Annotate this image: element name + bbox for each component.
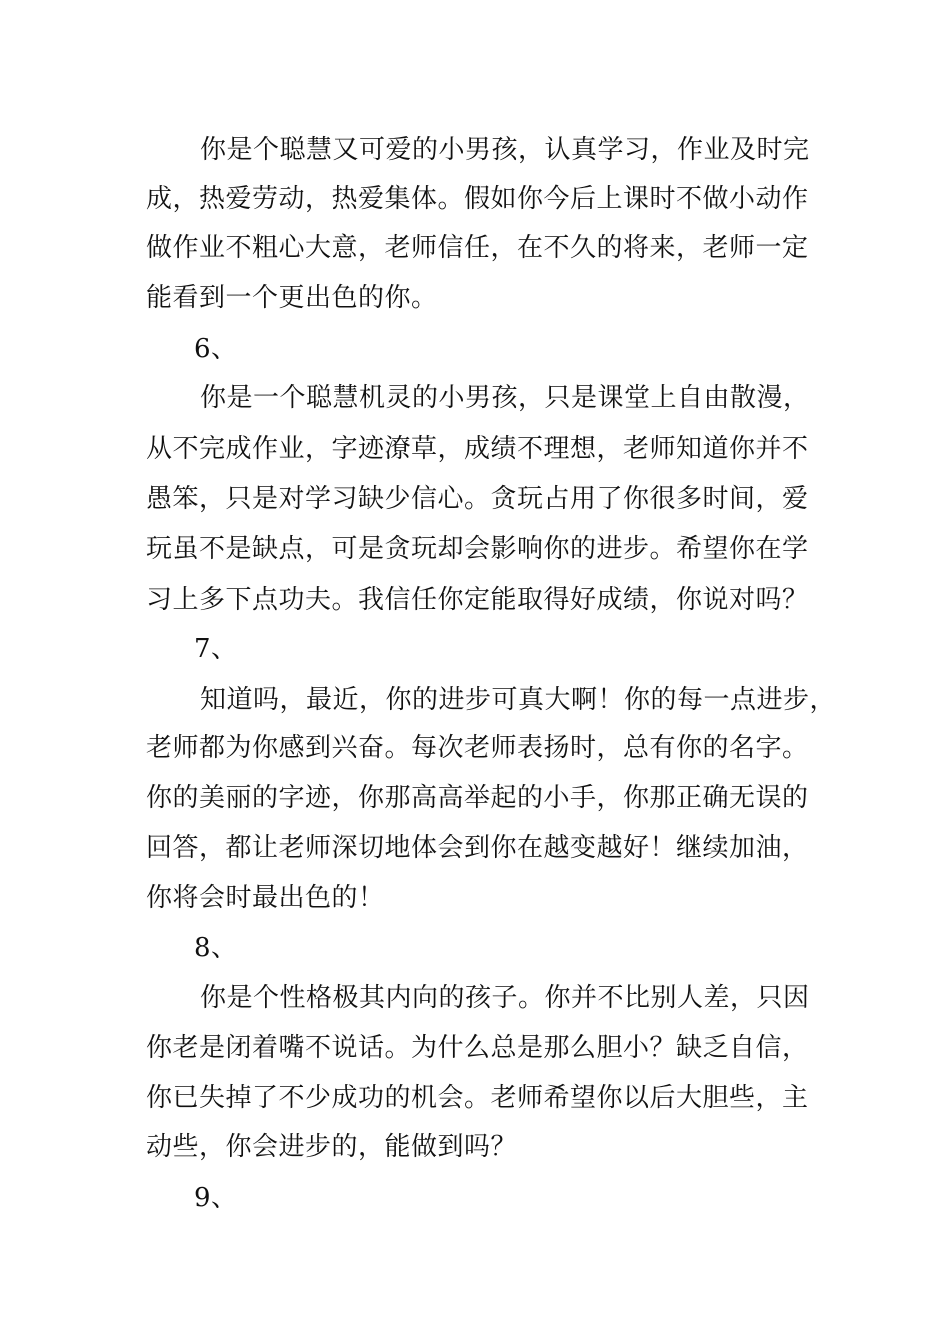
text-line: 你是个性格极其内向的孩子。你并不比别人差，只因 bbox=[200, 983, 810, 1013]
text-line: 动些，你会进步的，能做到吗？ bbox=[146, 1132, 518, 1162]
text-line: 你的美丽的字迹，你那高高举起的小手，你那正确无误的 bbox=[146, 783, 809, 813]
text-line: 老师都为你感到兴奋。每次老师表扬时，总有你的名字。 bbox=[146, 733, 809, 763]
text-line: 知道吗，最近，你的进步可真大啊！你的每一点进步， bbox=[200, 685, 837, 715]
section-number: 8、 bbox=[194, 933, 238, 963]
text-line: 你已失掉了不少成功的机会。老师希望你以后大胆些，主 bbox=[146, 1083, 809, 1113]
section-number: 7、 bbox=[194, 634, 238, 664]
text-line: 你是一个聪慧机灵的小男孩，只是课堂上自由散漫， bbox=[200, 383, 810, 413]
text-line: 你老是闭着嘴不说话。为什么总是那么胆小？缺乏自信， bbox=[146, 1033, 809, 1063]
text-line: 从不完成作业，字迹潦草，成绩不理想，老师知道你并不 bbox=[146, 434, 809, 464]
section-number: 9、 bbox=[194, 1183, 238, 1213]
text-line: 回答，都让老师深切地体会到你在越变越好！继续加油， bbox=[146, 833, 809, 863]
text-line: 习上多下点功夫。我信任你定能取得好成绩，你说对吗？ bbox=[146, 585, 809, 615]
text-line: 做作业不粗心大意，老师信任，在不久的将来，老师一定 bbox=[146, 233, 809, 263]
section-number: 6、 bbox=[194, 334, 238, 364]
text-line: 愚笨，只是对学习缺少信心。贪玩占用了你很多时间，爱 bbox=[146, 484, 809, 514]
text-line: 玩虽不是缺点，可是贪玩却会影响你的进步。希望你在学 bbox=[146, 534, 809, 564]
text-line: 能看到一个更出色的你。 bbox=[146, 283, 438, 313]
text-line: 你是个聪慧又可爱的小男孩，认真学习，作业及时完 bbox=[200, 135, 810, 165]
text-line: 成，热爱劳动，热爱集体。假如你今后上课时不做小动作 bbox=[146, 184, 809, 214]
text-line: 你将会时最出色的！ bbox=[146, 883, 385, 913]
